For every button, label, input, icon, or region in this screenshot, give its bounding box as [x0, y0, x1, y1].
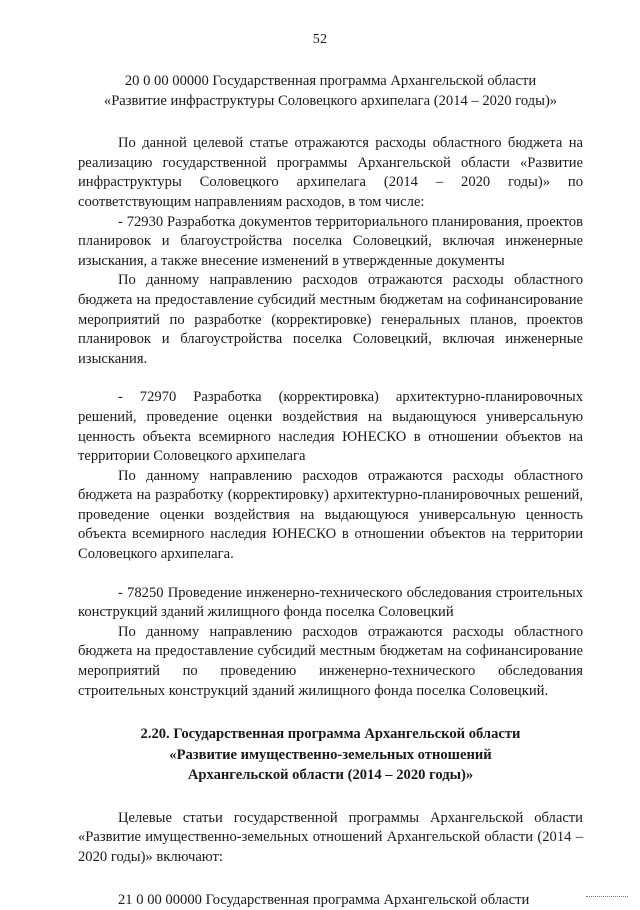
program-20-heading-line1: 20 0 00 00000 Государственная программа Архангельской области — [78, 72, 583, 92]
program-20-intro: По данной целевой статье отражаются расходы областного бюджета на реализацию государственной программы Архангельской области «Развитие инфраструктуры Соловецкого архипелага (2014 – 2020 годы)» по соответствующим направлениям расходов, в том числе: — [78, 134, 583, 212]
page-footer-mark — [586, 896, 628, 897]
section-2-20-heading-line3: Архангельской области (2014 – 2020 годы)» — [78, 765, 583, 786]
program-20-heading-line2: «Развитие инфраструктуры Соловецкого архипелага (2014 – 2020 годы)» — [78, 92, 583, 112]
program-20-heading — [78, 72, 583, 111]
section-2-20-heading — [78, 724, 583, 786]
section-2-20-heading-line2: «Развитие имущественно-земельных отношений — [78, 745, 583, 766]
program-21-heading: 21 0 00 00000 Государственная программа Архангельской области — [78, 891, 583, 910]
item-78250-title: - 78250 Проведение инженерно-технического обследования строительных конструкций зданий жилищного фонда поселка Соловецкий — [78, 584, 583, 623]
item-72930-title: - 72930 Разработка документов территориального планирования, проектов планировок и благоустройства поселка Соловецкий, включая инженерные изыскания, а также внесение изменений в утвержденные документы — [78, 213, 583, 272]
item-72970-description: По данному направлению расходов отражаются расходы областного бюджета на разработку (корректировку) архитектурно-планировочных решений, проведение оценки воздействия на выдающуюся универсальную ценность объекта всемирного наследия ЮНЕСКО в отношении объектов на территории Соловецкого архипелага. — [78, 467, 583, 565]
item-78250-description: По данному направлению расходов отражаются расходы областного бюджета на предоставление субсидий местным бюджетам на софинансирование мероприятий по проведению инженерно-технического обследования строительных конструкций зданий жилищного фонда поселка Соловецкий. — [78, 623, 583, 701]
section-2-20-heading-line1: 2.20. Государственная программа Архангельской области — [78, 724, 583, 745]
page-number: 52 — [0, 32, 640, 48]
item-72970-title: - 72970 Разработка (корректировка) архитектурно-планировочных решений, проведение оценки воздействия на выдающуюся универсальную ценность объекта всемирного наследия ЮНЕСКО в отношении объектов на территории Соловецкого архипелага — [78, 388, 583, 466]
section-2-20-intro: Целевые статьи государственной программы Архангельской области «Развитие имущественно-земельных отношений Архангельской области (2014 – 2020 годы)» включают: — [78, 809, 583, 868]
document-body — [78, 72, 583, 910]
item-72930-description: По данному направлению расходов отражаются расходы областного бюджета на предоставление субсидий местным бюджетам на софинансирование мероприятий по разработке (корректировке) генеральных планов, проектов планировок и благоустройства поселка Соловецкий, включая инженерные изыскания. — [78, 271, 583, 369]
